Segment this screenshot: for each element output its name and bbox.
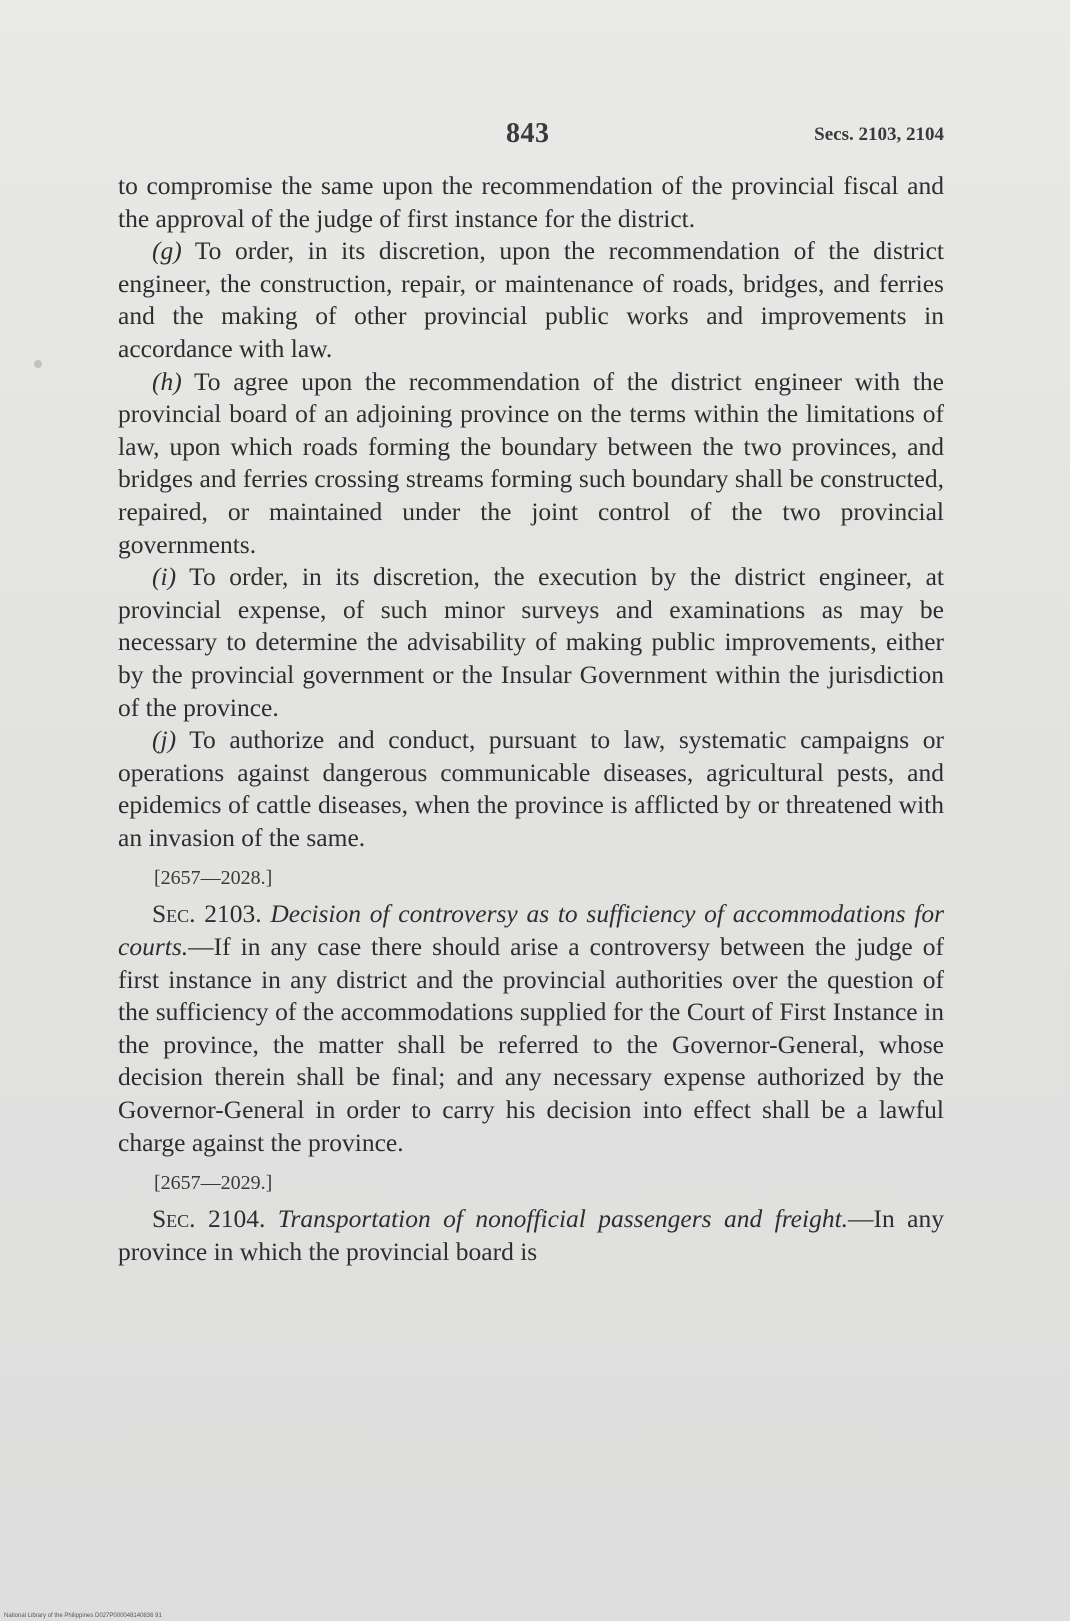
section-label: Sec. 2103. [152,899,262,929]
section-2103 [118,898,944,1159]
paragraph-g [118,235,944,365]
paragraph-text: To authorize and conduct, pursuant to law, systematic campaigns or operations against dangerous communicable diseases, agricultural pests, and epidemics of cattle diseases, when the province is afflicted by or threatened with an invasion of the same. [118,725,944,852]
section-reference: Secs. 2103, 2104 [814,124,944,145]
section-text: —In any province in which the provincial board is [118,1204,944,1266]
page-header [118,118,944,152]
body-text [118,170,944,1268]
paragraph-i [118,561,944,724]
paragraph-text: To agree upon the recommendation of the district engineer with the provincial board of an adjoining province on the terms within the limitations of law, upon which roads forming the boundary between the two provinces, and bridges and ferries crossing streams forming such boundary shall be constructed, repaired, or maintained under the joint control of the two provincial governments. [118,366,944,559]
page-number: 843 [506,118,550,149]
paragraph-text: To order, in its discretion, the execution by the district engineer, at provincial expense, of such minor surveys and examinations as may be necessary to determine the advisability of making public improvements, either by the provincial government or the Insular Government within the jurisdiction of the province. [118,562,944,722]
paragraph-h [118,366,944,562]
section-2104-citation: [2657—2029.] [154,1172,273,1195]
item-letter: (j) [152,725,177,755]
section-title: Decision of controversy as to sufficiency of accommodations for courts. [118,899,944,962]
paragraph-text: To order, in its discretion, upon the recommendation of the district engineer, the construction, repair, or maintenance of roads, bridges, and ferries and the making of other provincial public works and improvements in accordance with law. [118,236,944,363]
scan-footer: National Library of the Philippines D027P000048140836 91 [4,1613,162,1619]
paragraph-j [118,724,944,854]
scan-speck [34,360,42,368]
paragraph-continuation [118,170,944,235]
section-2103-citation: [2657—2028.] [154,867,273,890]
item-letter: (i) [152,562,177,592]
section-2104 [118,1203,944,1268]
item-letter: (h) [152,366,182,396]
paragraph-text: to compromise the same upon the recommendation of the provincial fiscal and the approval of the judge of first instance for the district. [118,171,944,233]
item-letter: (g) [152,236,182,266]
section-label: Sec. 2104. [152,1204,266,1234]
section-text: —If in any case there should arise a controversy between the judge of first instance in any district and the provincial authorities over the question of the sufficiency of the accommodations supplied for the Court of First Instance in the province, the matter shall be referred to the Governor-General, whose decision therein shall be final; and any necessary expense authorized by the Governor-General in order to carry his decision into effect shall be a lawful charge against the province. [118,932,944,1157]
section-title: Transportation of nonofficial passengers and freight. [265,1204,849,1234]
